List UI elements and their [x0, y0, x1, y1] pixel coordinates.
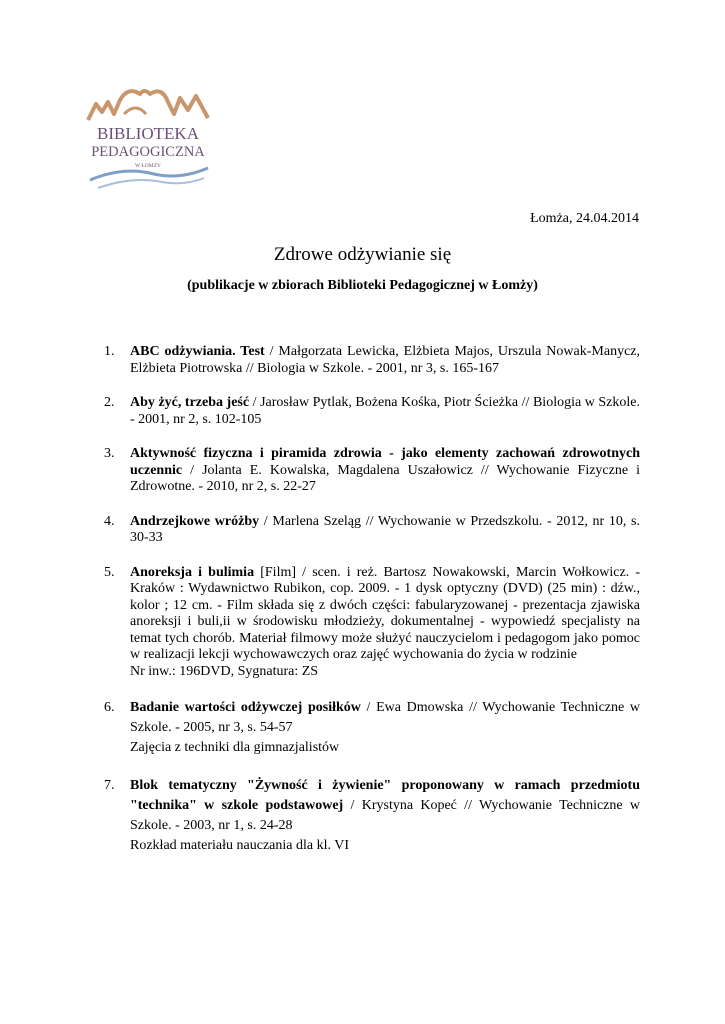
bibliography-entry: [104, 776, 640, 856]
entry-note: Nr inw.: 196DVD, Sygnatura: ZS: [130, 663, 319, 679]
entry-note: Zajęcia z techniki dla gimnazjalistów: [130, 740, 340, 755]
entry-details: / Jolanta E. Kowalska, Magdalena Uszałowicz // Wychowanie Fizyczne i Zdrowotne. - 2010, nr 2, s. 22-27: [130, 462, 640, 494]
entry-title: Anoreksja i bulimia: [130, 564, 255, 580]
entry-title: Aktywność fizyczna i piramida zdrowia - jako elementy zachowań zdrowotnych uczennic: [130, 446, 640, 478]
entry-details: / Ewa Dmowska // Wychowanie Techniczne w Szkole. - 2005, nr 3, s. 54-57: [130, 700, 640, 735]
entry-details: / Marlena Szeląg // Wychowanie w Przedszkolu. - 2012, nr 10, s. 30-33: [130, 513, 641, 545]
document-subtitle: (publikacje w zbiorach Biblioteki Pedagogicznej w Łomży): [187, 278, 538, 293]
bibliography-entry: [104, 514, 640, 547]
entry-number: 7.: [104, 778, 115, 793]
logo-line-2: PEDAGOGICZNA: [91, 144, 205, 160]
bibliography-entry: [104, 446, 640, 496]
entry-details: / Krystyna Kopeć // Wychowanie Techniczne w Szkole. - 2003, nr 1, s. 24-28: [130, 798, 641, 833]
entry-number: 2.: [104, 395, 115, 410]
entry-number: 5.: [104, 564, 115, 580]
entry-number: 4.: [104, 513, 115, 529]
entry-title: Blok tematyczny "Żywność i żywienie" proponowany w ramach przedmiotu "technika" w szkole podstawowej: [130, 778, 640, 813]
entry-number: 3.: [104, 446, 115, 461]
logo-line-1: BIBLIOTEKA: [97, 124, 199, 143]
document-title: Zdrowe odżywianie się: [273, 244, 452, 265]
entry-details: / Jarosław Pytlak, Bożena Kośka, Piotr Ścieżka // Biologia w Szkole. - 2001, nr 2, s. 102-105: [130, 395, 640, 427]
bibliography-list: [104, 344, 640, 874]
entry-title: Aby żyć, trzeba jeść: [130, 395, 250, 410]
entry-title: ABC odżywiania. Test: [130, 344, 265, 359]
entry-details: / Małgorzata Lewicka, Elżbieta Majos, Urszula Nowak-Manycz, Elżbieta Piotrowska // Biologia w Szkole. - 2001, nr 3, s. 165-167: [130, 344, 640, 376]
entry-details: [Film] / scen. i reż. Bartosz Nowakowski, Marcin Wołkowicz. - Kraków : Wydawnictwo Rubikon, cop. 2009. - 1 dysk optyczny (DVD) (25 min) : dźw., kolor ; 12 cm. - Film składa się z dwóch części: fabularyzowanej - prezentacja zjawiska anoreksji i buli,ii w środowisku młodzieży, dokumentalnej - wypowiedź specjalisty na temat tych chorób. Materiał filmowy może służyć nauczycielom i pedagogom jako pomoc w realizacji lekcji wychowawczych oraz zajęć wychowania do życia w rodzinie: [130, 564, 641, 662]
entry-number: 6.: [104, 700, 115, 715]
entry-title: Badanie wartości odżywczej posiłków: [130, 700, 361, 715]
entry-number: 1.: [104, 344, 115, 359]
library-logo: [84, 84, 212, 194]
entry-note: Rozkład materiału nauczania dla kl. VI: [130, 838, 349, 853]
logo-line-3: W ŁOMŻY: [134, 163, 162, 169]
bibliography-entry: [104, 395, 640, 428]
bibliography-entry: [104, 344, 640, 377]
document-date: Łomża, 24.04.2014: [530, 211, 639, 226]
bibliography-entry: [104, 698, 640, 758]
entry-title: Andrzejkowe wróżby: [130, 513, 260, 529]
bibliography-entry: [104, 565, 640, 681]
